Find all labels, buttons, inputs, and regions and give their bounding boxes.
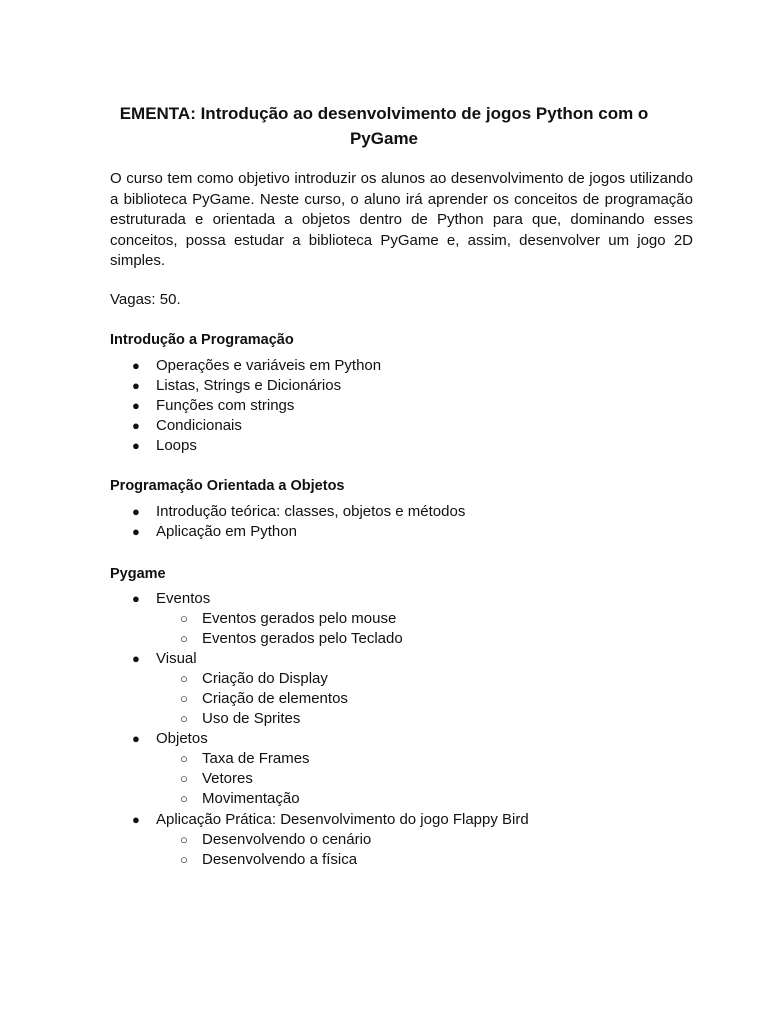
document-title: EMENTA: Introdução ao desenvolvimento de jogos Python com o PyGame	[119, 104, 649, 148]
list-item-label: Eventos	[156, 590, 211, 607]
bullet-icon: ●	[132, 438, 140, 454]
sub-list-item-label: Desenvolvendo o cenário	[202, 830, 372, 848]
list-item-label: Listas, Strings e Dicionários	[156, 377, 342, 395]
sub-list-item-label: Eventos gerados pelo mouse	[202, 610, 397, 628]
sub-list-item	[110, 749, 693, 769]
bullet-icon: ●	[132, 811, 140, 827]
list-item	[110, 522, 693, 542]
vacancies-text: Vagas: 50.	[110, 291, 181, 308]
sub-list-item	[110, 709, 693, 729]
bullet-icon: ●	[132, 418, 140, 434]
list-item-label: Objetos	[156, 730, 208, 748]
list-item	[110, 436, 693, 456]
list-item-label: Aplicação em Python	[156, 523, 297, 541]
section-heading-pygame: Pygame	[110, 566, 166, 582]
circle-bullet-icon: ○	[180, 751, 188, 767]
list-item-label: Condicionais	[156, 417, 242, 435]
list-item	[110, 649, 693, 669]
sub-list-item	[110, 669, 693, 689]
bullet-icon: ●	[132, 378, 140, 394]
list-item	[110, 416, 693, 436]
circle-bullet-icon: ○	[180, 671, 188, 687]
circle-bullet-icon: ○	[180, 851, 188, 867]
section-heading-intro-programacao: Introdução a Programação	[110, 332, 294, 348]
sub-list-item-label: Eventos gerados pelo Teclado	[202, 630, 403, 648]
sub-list-item-label: Uso de Sprites	[202, 710, 301, 728]
section-list-poo	[110, 502, 693, 542]
bullet-icon: ●	[132, 591, 140, 606]
bullet-icon: ●	[132, 651, 140, 667]
sub-list-item	[110, 609, 693, 629]
list-item-label: Loops	[156, 437, 197, 455]
list-item	[110, 502, 693, 522]
circle-bullet-icon: ○	[180, 791, 188, 807]
sub-list-item-label: Vetores	[202, 770, 253, 788]
list-item	[110, 589, 693, 609]
sub-list-item	[110, 689, 693, 709]
sub-list-item-label: Desenvolvendo a física	[202, 850, 358, 868]
sub-list-item	[110, 629, 693, 649]
intro-paragraph: O curso tem como objetivo introduzir os alunos ao desenvolvimento de jogos utilizando a biblioteca PyGame. Neste curso, o aluno irá aprender os conceitos de programação estruturada e orientada a objetos dentro de Python para que, dominando esses conceitos, possa estudar a biblioteca PyGame e, assim, desenvolver um jogo 2D simples.	[110, 170, 693, 269]
list-item	[110, 810, 693, 830]
sub-list-item	[110, 830, 693, 850]
list-item-label: Visual	[156, 650, 197, 668]
sub-list-item-label: Taxa de Frames	[202, 750, 310, 768]
section-list-pygame	[110, 589, 693, 870]
list-item	[110, 376, 693, 396]
circle-bullet-icon: ○	[180, 771, 188, 787]
list-item	[110, 356, 693, 376]
section-heading-poo: Programação Orientada a Objetos	[110, 478, 345, 494]
sub-list-item	[110, 769, 693, 789]
circle-bullet-icon: ○	[180, 691, 188, 707]
bullet-icon: ●	[132, 398, 140, 414]
bullet-icon: ●	[132, 504, 140, 519]
sub-list-item-label: Criação do Display	[202, 670, 328, 688]
sub-list-item-label: Movimentação	[202, 790, 300, 808]
list-item	[110, 729, 693, 749]
bullet-icon: ●	[132, 524, 140, 540]
list-item-label: Introdução teórica: classes, objetos e métodos	[156, 503, 466, 520]
circle-bullet-icon: ○	[180, 631, 188, 647]
list-item-label: Operações e variáveis em Python	[156, 357, 382, 374]
list-item	[110, 396, 693, 416]
section-list-intro-programacao	[110, 356, 693, 456]
list-item-label: Funções com strings	[156, 397, 295, 415]
list-item-label: Aplicação Prática: Desenvolvimento do jogo Flappy Bird	[156, 810, 529, 828]
circle-bullet-icon: ○	[180, 611, 188, 627]
circle-bullet-icon: ○	[180, 711, 188, 727]
sub-list-item-label: Criação de elementos	[202, 690, 348, 708]
sub-list-item	[110, 850, 693, 870]
bullet-icon: ●	[132, 358, 140, 373]
bullet-icon: ●	[132, 731, 140, 747]
sub-list-item	[110, 789, 693, 809]
circle-bullet-icon: ○	[180, 831, 188, 847]
